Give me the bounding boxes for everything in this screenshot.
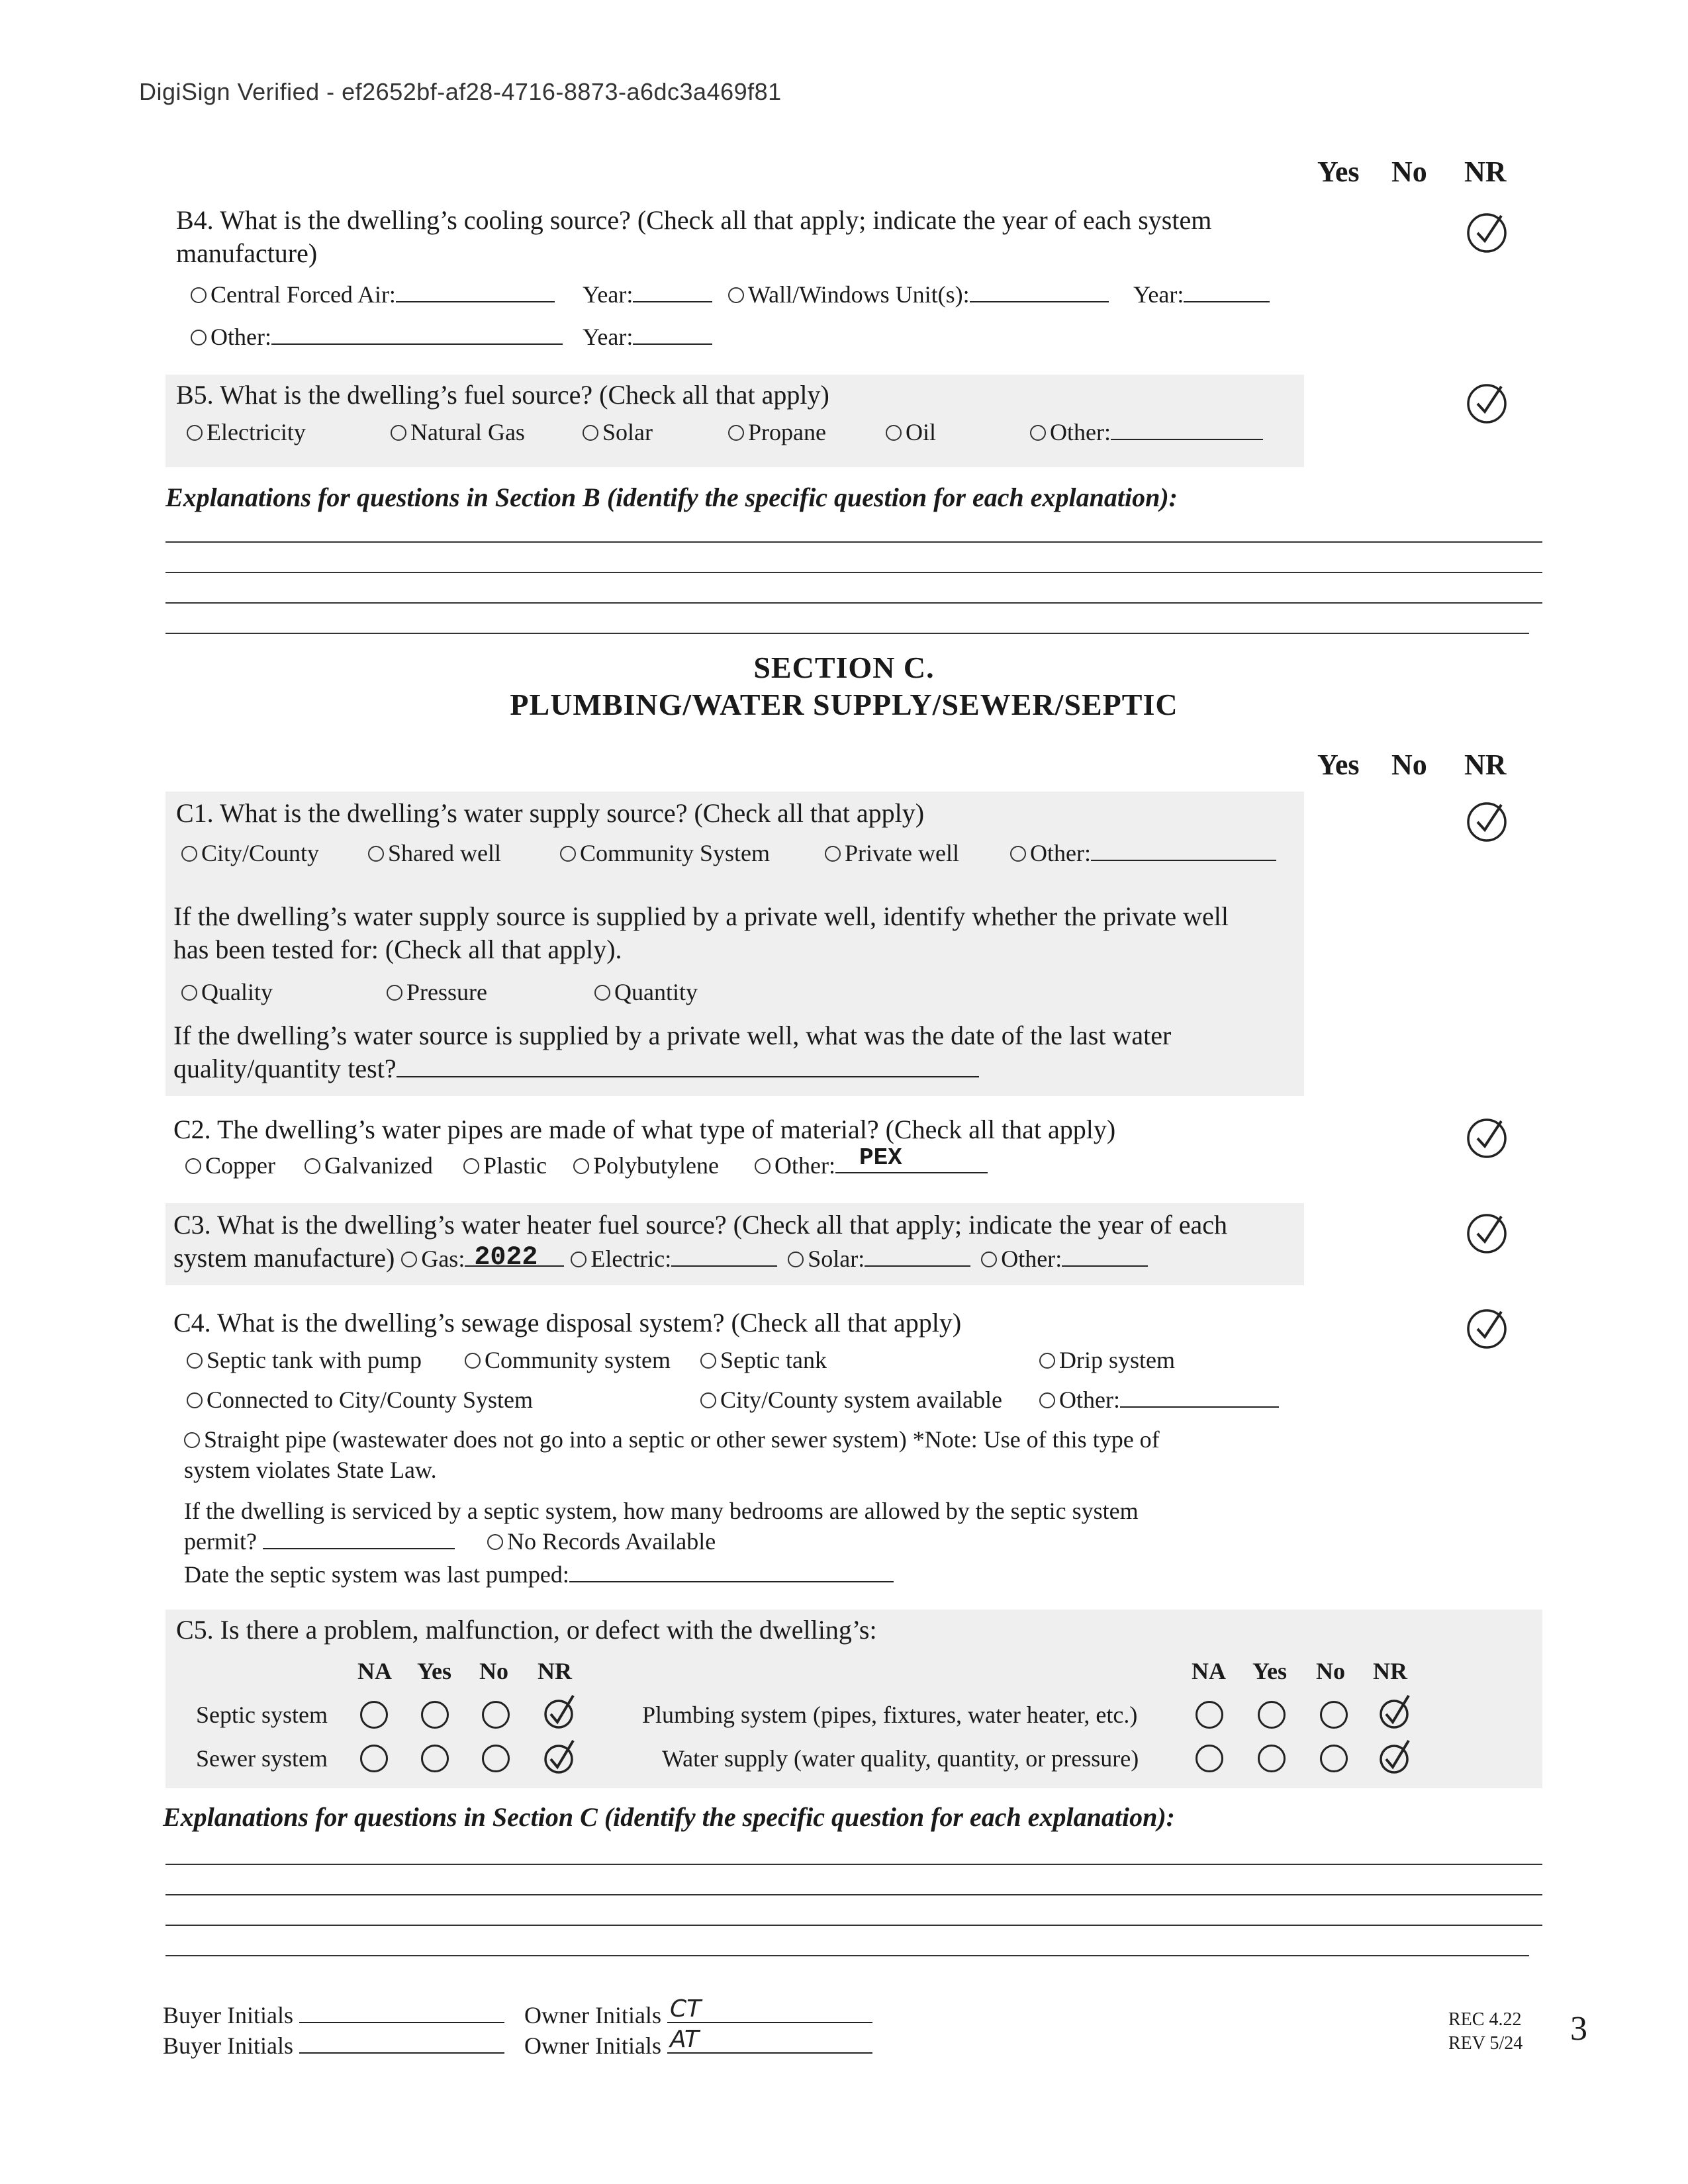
- c5-sewer-no-radio[interactable]: [482, 1745, 510, 1772]
- option-label: Gas:: [421, 1246, 465, 1272]
- c3-gas-year[interactable]: 2022: [474, 1243, 538, 1273]
- radio-icon[interactable]: [305, 1158, 320, 1174]
- explanation-b-line[interactable]: [165, 602, 1542, 604]
- explanation-c-line[interactable]: [165, 1925, 1542, 1926]
- c5-septic-label: Septic system: [196, 1702, 328, 1728]
- c4-straight-note: system violates State Law.: [184, 1457, 437, 1483]
- radio-icon[interactable]: [886, 425, 902, 441]
- radio-icon[interactable]: [1039, 1353, 1055, 1369]
- b4-wall-year[interactable]: [1133, 281, 1270, 308]
- c5-right-na-header: NA: [1192, 1658, 1226, 1684]
- col-no-header: No: [1391, 749, 1427, 781]
- form-revision: REV 5/24: [1448, 2033, 1523, 2054]
- owner-initials-1-value: CT: [669, 1995, 702, 2023]
- b4-central-option[interactable]: [191, 281, 555, 308]
- col-nr-header: NR: [1464, 156, 1507, 188]
- option-label: Electric:: [590, 1246, 672, 1272]
- option-label: Septic tank with pump: [207, 1347, 422, 1373]
- c4-pumped-field[interactable]: [184, 1561, 894, 1588]
- option-label: Oil: [906, 419, 937, 445]
- radio-icon[interactable]: [594, 985, 610, 1001]
- owner-initials-label: Owner Initials: [524, 2002, 661, 2028]
- b5-option-other[interactable]: [1030, 418, 1263, 446]
- option-label: Plastic: [483, 1152, 547, 1179]
- radio-icon[interactable]: [1039, 1392, 1055, 1408]
- buyer-initials-2[interactable]: [163, 2032, 504, 2060]
- option-label: Other:: [1001, 1246, 1062, 1272]
- verification-stamp: DigiSign Verified - ef2652bf-af28-4716-8873-a6dc3a469f81: [139, 78, 782, 105]
- radio-icon[interactable]: [700, 1392, 716, 1408]
- c4-option-connected[interactable]: [187, 1386, 533, 1414]
- explanation-b-line[interactable]: [165, 572, 1542, 573]
- b4-question-line2: manufacture): [176, 238, 318, 268]
- option-label: No Records Available: [507, 1528, 716, 1555]
- col-nr-header: NR: [1464, 749, 1507, 781]
- c2-other-value[interactable]: PEX: [859, 1144, 902, 1171]
- c1-option-private-well[interactable]: [825, 839, 959, 867]
- c4-question: C4. What is the dwelling’s sewage disposal system? (Check all that apply): [173, 1308, 962, 1338]
- buyer-initials-label: Buyer Initials: [163, 2032, 293, 2059]
- radio-icon[interactable]: [728, 287, 744, 303]
- b5-option-natural-gas[interactable]: [391, 418, 525, 446]
- c3-question-line1: C3. What is the dwelling’s water heater fuel source? (Check all that apply; indicate the year of each: [173, 1210, 1227, 1240]
- option-label: Other:: [1050, 419, 1111, 445]
- c5-question: C5. Is there a problem, malfunction, or defect with the dwelling’s:: [176, 1615, 877, 1645]
- c4-no-records-option[interactable]: [487, 1527, 716, 1555]
- explanation-c-line[interactable]: [165, 1894, 1542, 1895]
- option-label: Galvanized: [324, 1152, 433, 1179]
- c5-sewer-label: Sewer system: [196, 1745, 328, 1772]
- option-label: Drip system: [1059, 1347, 1175, 1373]
- c5-left-nr-header: NR: [538, 1658, 572, 1684]
- c1-well-text-line2: has been tested for: (Check all that apply).: [173, 934, 622, 964]
- option-label: Community system: [485, 1347, 671, 1373]
- c5-sewer-yes-radio[interactable]: [421, 1745, 449, 1772]
- radio-icon[interactable]: [181, 846, 197, 862]
- option-label: Straight pipe (wastewater does not go into a septic or other sewer system) *Note: Use of this type of: [204, 1426, 1160, 1453]
- option-label: Connected to City/County System: [207, 1387, 533, 1413]
- c2-option-copper[interactable]: [185, 1152, 275, 1179]
- c4-option-straight-pipe[interactable]: [184, 1426, 1160, 1453]
- radio-icon[interactable]: [187, 425, 203, 441]
- c4-option-septic-pump[interactable]: [187, 1346, 422, 1374]
- c1-nr-check-icon[interactable]: [1464, 797, 1511, 843]
- option-label: Wall/Windows Unit(s):: [748, 281, 970, 308]
- c1-option-city-county[interactable]: [181, 839, 319, 867]
- option-label: Other:: [774, 1152, 835, 1179]
- explanations-b-heading: Explanations for questions in Section B (identify the specific question for each explanation):: [165, 482, 1178, 512]
- section-c-subtitle: PLUMBING/WATER SUPPLY/SEWER/SEPTIC: [510, 688, 1178, 721]
- year-label: Year:: [583, 281, 633, 308]
- c5-plumbing-label: Plumbing system (pipes, fixtures, water heater, etc.): [642, 1702, 1138, 1728]
- explanation-b-line[interactable]: [165, 541, 1542, 543]
- c1-option-other[interactable]: [1010, 839, 1276, 867]
- c1-question: C1. What is the dwelling’s water supply source? (Check all that apply): [176, 798, 925, 828]
- radio-icon[interactable]: [700, 1353, 716, 1369]
- b5-option-propane[interactable]: [728, 418, 826, 446]
- option-label: Solar:: [808, 1246, 865, 1272]
- c5-left-no-header: No: [479, 1658, 508, 1684]
- option-label: City/County system available: [720, 1387, 1002, 1413]
- c5-septic-no-radio[interactable]: [482, 1701, 510, 1729]
- c5-left-yes-header: Yes: [417, 1658, 451, 1684]
- c4-option-septic-tank[interactable]: [700, 1346, 827, 1374]
- radio-icon[interactable]: [560, 846, 576, 862]
- owner-initials-1[interactable]: [524, 1995, 872, 2029]
- radio-icon[interactable]: [184, 1432, 200, 1448]
- c2-option-plastic[interactable]: [463, 1152, 547, 1179]
- c1-option-shared-well[interactable]: [368, 839, 501, 867]
- question-label: quality/quantity test?: [173, 1054, 397, 1083]
- radio-icon[interactable]: [401, 1251, 417, 1267]
- radio-icon[interactable]: [571, 1251, 586, 1267]
- radio-icon[interactable]: [573, 1158, 589, 1174]
- c5-sewer-nr-check-icon[interactable]: [540, 1734, 583, 1776]
- c5-water-no-radio[interactable]: [1320, 1745, 1348, 1772]
- c3-nr-check-icon[interactable]: [1464, 1208, 1511, 1255]
- c4-bedrooms-text: If the dwelling is serviced by a septic system, how many bedrooms are allowed by the septic system: [184, 1498, 1139, 1524]
- radio-icon[interactable]: [191, 330, 207, 345]
- c2-option-other[interactable]: [755, 1144, 988, 1179]
- c1-option-community[interactable]: [560, 839, 770, 867]
- c5-plumbing-nr-check-icon[interactable]: [1376, 1689, 1418, 1731]
- c5-right-nr-header: NR: [1373, 1658, 1407, 1684]
- c4-permit-field[interactable]: [184, 1527, 455, 1555]
- c5-right-yes-header: Yes: [1252, 1658, 1287, 1684]
- b5-option-oil[interactable]: [886, 418, 936, 446]
- c4-option-community[interactable]: [465, 1346, 671, 1374]
- option-label: Electricity: [207, 419, 306, 445]
- explanations-c-heading: Explanations for questions in Section C (identify the specific question for each explanation):: [163, 1802, 1175, 1832]
- year-label: Year:: [583, 324, 633, 350]
- question-label: system manufacture): [173, 1243, 395, 1273]
- c1-date-text-line2[interactable]: [173, 1052, 979, 1085]
- option-label: Shared well: [388, 840, 501, 866]
- radio-icon[interactable]: [583, 425, 598, 441]
- option-label: Private well: [845, 840, 959, 866]
- c4-option-other[interactable]: [1039, 1386, 1279, 1414]
- c5-septic-na-radio[interactable]: [360, 1701, 388, 1729]
- c1-well-text-line1: If the dwelling’s water supply source is supplied by a private well, identify whether the private well: [173, 901, 1229, 931]
- c4-nr-check-icon[interactable]: [1464, 1304, 1511, 1350]
- owner-initials-label: Owner Initials: [524, 2032, 661, 2059]
- option-label: Other:: [1059, 1387, 1120, 1413]
- c5-right-no-header: No: [1316, 1658, 1345, 1684]
- option-label: Other:: [211, 324, 271, 350]
- b5-option-electricity[interactable]: [187, 418, 306, 446]
- radio-icon[interactable]: [191, 287, 207, 303]
- option-label: Other:: [1030, 840, 1091, 866]
- option-label: Central Forced Air:: [211, 281, 396, 308]
- option-label: Natural Gas: [410, 419, 525, 445]
- radio-icon[interactable]: [181, 985, 197, 1001]
- c5-septic-yes-radio[interactable]: [421, 1701, 449, 1729]
- c4-option-drip[interactable]: [1039, 1346, 1175, 1374]
- form-code: REC 4.22: [1448, 2009, 1522, 2030]
- c5-plumbing-no-radio[interactable]: [1320, 1701, 1348, 1729]
- radio-icon[interactable]: [487, 1534, 503, 1550]
- c1-test-quantity[interactable]: [594, 978, 698, 1006]
- c5-water-na-radio[interactable]: [1196, 1745, 1223, 1772]
- option-label: Septic tank: [720, 1347, 827, 1373]
- option-label: Quality: [201, 979, 273, 1005]
- radio-icon[interactable]: [368, 846, 384, 862]
- year-label: Year:: [1133, 281, 1184, 308]
- option-label: Pressure: [406, 979, 487, 1005]
- owner-initials-2-value: AT: [669, 2026, 699, 2053]
- radio-icon[interactable]: [465, 1353, 481, 1369]
- b5-option-solar[interactable]: [583, 418, 653, 446]
- buyer-initials-label: Buyer Initials: [163, 2002, 293, 2028]
- c5-left-na-header: NA: [357, 1658, 392, 1684]
- c5-plumbing-na-radio[interactable]: [1196, 1701, 1223, 1729]
- radio-icon[interactable]: [825, 846, 841, 862]
- c4-option-available[interactable]: [700, 1386, 1002, 1414]
- c5-septic-nr-check-icon[interactable]: [540, 1689, 583, 1731]
- option-label: Community System: [580, 840, 771, 866]
- c2-nr-check-icon[interactable]: [1464, 1113, 1511, 1160]
- radio-icon[interactable]: [981, 1251, 997, 1267]
- b4-other-year[interactable]: [583, 323, 712, 351]
- b5-nr-check-icon[interactable]: [1464, 379, 1511, 425]
- c5-sewer-na-radio[interactable]: [360, 1745, 388, 1772]
- col-yes-header: Yes: [1317, 749, 1360, 781]
- option-label: City/County: [201, 840, 320, 866]
- c1-test-quality[interactable]: [181, 978, 273, 1006]
- option-label: Quantity: [614, 979, 698, 1005]
- radio-icon[interactable]: [755, 1158, 771, 1174]
- b4-nr-check-icon[interactable]: [1464, 208, 1511, 254]
- b4-question-line1: B4. What is the dwelling’s cooling source? (Check all that apply; indicate the year of each system: [176, 205, 1212, 235]
- c1-date-text-line1: If the dwelling’s water source is supplied by a private well, what was the date of the last water: [173, 1021, 1172, 1050]
- c5-water-yes-radio[interactable]: [1258, 1745, 1286, 1772]
- radio-icon[interactable]: [185, 1158, 201, 1174]
- option-label: Polybutylene: [593, 1152, 719, 1179]
- radio-icon[interactable]: [391, 425, 406, 441]
- question-label: Date the septic system was last pumped:: [184, 1561, 569, 1588]
- c5-plumbing-yes-radio[interactable]: [1258, 1701, 1286, 1729]
- b4-wall-option[interactable]: [728, 281, 1109, 308]
- radio-icon[interactable]: [387, 985, 402, 1001]
- buyer-initials-1[interactable]: [163, 2001, 504, 2029]
- col-yes-header: Yes: [1317, 156, 1360, 188]
- radio-icon[interactable]: [1030, 425, 1046, 441]
- radio-icon[interactable]: [187, 1353, 203, 1369]
- question-label: permit?: [184, 1528, 257, 1555]
- section-c-title: SECTION C.: [753, 651, 935, 684]
- col-no-header: No: [1391, 156, 1427, 188]
- c2-option-polybutylene[interactable]: [573, 1152, 719, 1179]
- explanation-c-line[interactable]: [165, 1955, 1529, 1956]
- c2-question: C2. The dwelling’s water pipes are made of what type of material? (Check all that apply): [173, 1115, 1116, 1144]
- explanation-c-line[interactable]: [165, 1864, 1542, 1865]
- owner-initials-2[interactable]: [524, 2026, 872, 2060]
- radio-icon[interactable]: [728, 425, 744, 441]
- page-number: 3: [1570, 2010, 1587, 2048]
- radio-icon[interactable]: [187, 1392, 203, 1408]
- option-label: Copper: [205, 1152, 275, 1179]
- c3-question-line2[interactable]: [173, 1242, 1148, 1275]
- b4-central-year[interactable]: [583, 281, 712, 308]
- explanation-b-line[interactable]: [165, 633, 1529, 634]
- radio-icon[interactable]: [788, 1251, 804, 1267]
- option-label: Solar: [602, 419, 653, 445]
- radio-icon[interactable]: [1010, 846, 1026, 862]
- option-label: Propane: [748, 419, 826, 445]
- c5-water-label: Water supply (water quality, quantity, or pressure): [662, 1745, 1139, 1772]
- b5-question: B5. What is the dwelling’s fuel source? (Check all that apply): [176, 380, 829, 410]
- c2-option-galvanized[interactable]: [305, 1152, 433, 1179]
- radio-icon[interactable]: [463, 1158, 479, 1174]
- b4-other-option[interactable]: [191, 323, 563, 351]
- c5-water-nr-check-icon[interactable]: [1376, 1734, 1418, 1776]
- c1-test-pressure[interactable]: [387, 978, 487, 1006]
